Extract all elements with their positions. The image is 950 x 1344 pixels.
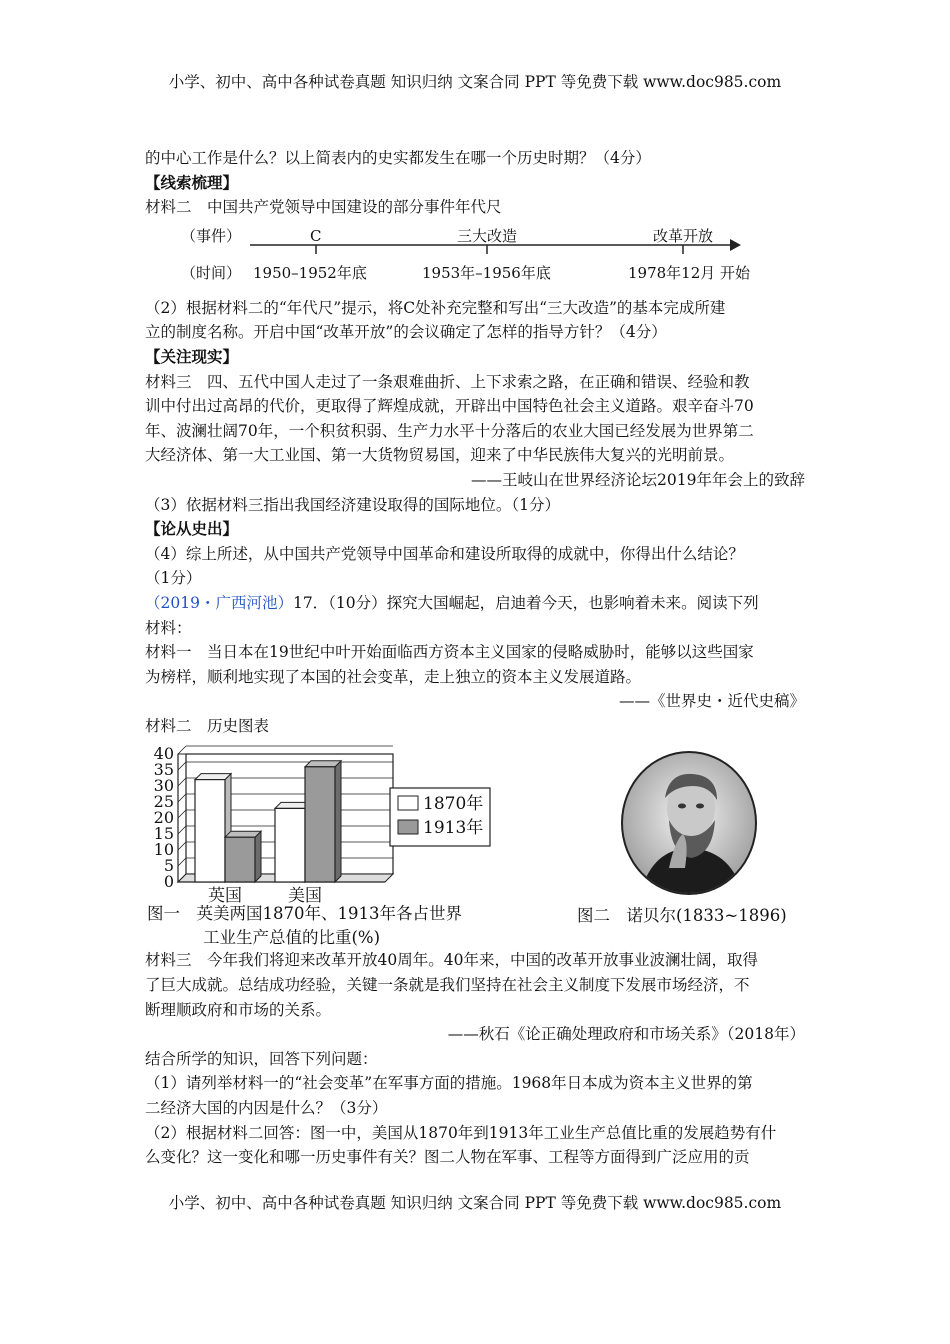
text-line: 结合所学的知识，回答下列问题：	[145, 1049, 378, 1068]
citation: ——王岐山在世界经济论坛2019年年会上的致辞	[471, 470, 805, 489]
citation: ——秋石《论正确处理政府和市场关系》（2018年）	[447, 1025, 805, 1044]
timeline-event-label: （事件）	[181, 226, 242, 245]
text-line: 材料三 今年我们将迎来改革开放40周年。40年来，中国的改革开放事业波澜壮阔，取得	[145, 951, 758, 970]
bar-top	[225, 832, 261, 838]
legend-label: 1870年	[423, 794, 484, 815]
text-line: 材料二 中国共产党领导中国建设的部分事件年代尺	[145, 198, 502, 217]
text-line: 大经济体、第一大工业国、第一大货物贸易国，迎来了中华民族伟大复兴的光明前景。	[145, 446, 735, 465]
chart-side-wall	[178, 754, 186, 882]
text-line: （4）综上所述，从中国共产党领导中国革命和建设所取得的成就中，你得出什么结论？	[145, 544, 744, 563]
bar	[305, 767, 335, 882]
figure-row	[145, 744, 805, 948]
section-heading: 【关注现实】	[145, 346, 239, 366]
y-tick-label: 40	[153, 744, 174, 764]
text-line: 材料二 历史图表	[145, 716, 270, 735]
y-tick-label: 20	[153, 808, 174, 828]
bar	[225, 838, 255, 883]
legend-swatch	[398, 796, 418, 810]
bar-side	[335, 761, 341, 882]
timeline-event: 三大改造	[457, 226, 518, 245]
timeline-event: 改革开放	[653, 226, 714, 245]
text-line: 断理顺政府和市场的关系。	[145, 1000, 332, 1019]
bar-top	[305, 761, 341, 767]
y-tick-label: 5	[163, 856, 174, 876]
text-line: （2）根据材料二的“年代尺”提示，将C处补充完整和写出“三大改造”的基本完成所建	[145, 298, 726, 317]
timeline-event: C	[310, 226, 322, 245]
bar-chart	[145, 744, 535, 904]
bar-side	[255, 832, 261, 883]
text-line: 材料：	[145, 618, 192, 637]
timeline-time: 1978年12月 开始	[628, 263, 751, 282]
section-heading: 【线索梳理】	[145, 172, 239, 192]
chart-title-line2: 工业生产总值的比重(%)	[203, 928, 381, 948]
text-line: 么变化？这一变化和哪一历史事件有关？图二人物在军事、工程等方面得到广泛应用的贡	[145, 1148, 750, 1167]
text-line: 二经济大国的内因是什么？（3分）	[145, 1099, 388, 1118]
x-tick-label: 英国	[208, 886, 242, 905]
bar-top	[195, 774, 231, 780]
text-line: 材料三 四、五代中国人走过了一条艰难曲折、上下求索之路，在正确和错误、经验和教	[145, 372, 750, 391]
question-source: （2019・广西河池）	[145, 593, 293, 612]
section-heading: 【论从史出】	[145, 519, 239, 539]
legend-swatch	[398, 820, 418, 834]
timeline-figure	[145, 224, 805, 290]
y-tick-label: 15	[153, 824, 174, 844]
chart-title: 图一 英美两国1870年、1913年各占世界	[147, 904, 462, 924]
question-17-line	[145, 591, 805, 616]
text-line: 了巨大成就。总结成功经验，关键一条就是我们坚持在社会主义制度下发展市场经济，不	[145, 976, 750, 995]
page-footer: 小学、初中、高中各种试卷真题 知识归纳 文案合同 PPT 等免费下载 www.doc985.com	[168, 1194, 782, 1212]
text-line: （2）根据材料二回答：图一中，美国从1870年到1913年工业生产总值比重的发展趋势有什	[145, 1123, 777, 1142]
gridline-diag	[178, 746, 186, 754]
page-header: 小学、初中、高中各种试卷真题 知识归纳 文案合同 PPT 等免费下载 www.doc985.com	[168, 73, 782, 91]
document-body	[145, 146, 805, 1170]
timeline-time: 1953年–1956年底	[422, 263, 551, 282]
y-tick-label: 25	[153, 792, 174, 812]
nobel-portrait-image	[619, 750, 759, 896]
citation: ——《世界史・近代史稿》	[618, 692, 805, 711]
y-tick-label: 0	[163, 872, 174, 892]
timeline-time: 1950–1952年底	[253, 263, 367, 282]
text-line: 训中付出过高昂的代价，更取得了辉煌成就，开辟出中国特色社会主义道路。艰辛奋斗70	[145, 397, 754, 416]
portrait-caption: 图二 诺贝尔(1833~1896)	[577, 906, 787, 926]
x-tick-label: 美国	[288, 886, 322, 905]
text-line: 材料一 当日本在19世纪中叶开始面临西方资本主义国家的侵略威胁时，能够以这些国家	[145, 643, 754, 662]
legend-label: 1913年	[423, 818, 484, 839]
bar	[275, 809, 305, 883]
bar	[195, 780, 225, 882]
timeline-time-label: （时间）	[181, 263, 242, 282]
text-line: （3）依据材料三指出我国经济建设取得的国际地位。（1分）	[145, 495, 560, 514]
question-text: 17．（10分）探究大国崛起，启迪着今天，也影响着未来。阅读下列	[292, 593, 759, 612]
y-tick-label: 10	[153, 840, 174, 860]
text-line: 年、波澜壮阔70年，一个积贫积弱、生产力水平十分落后的农业大国已经发展为世界第二	[145, 421, 754, 440]
text-line: 立的制度名称。开启中国“改革开放”的会议确定了怎样的指导方针？（4分）	[145, 323, 667, 342]
text-line: （1分）	[145, 569, 202, 588]
text-line: （1）请列举材料一的“社会变革”在军事方面的措施。1968年日本成为资本主义世界的第	[145, 1074, 753, 1093]
y-tick-label: 35	[153, 760, 174, 780]
text-line: 为榜样，顺利地实现了本国的社会变革，走上独立的资本主义发展道路。	[145, 667, 642, 686]
y-tick-label: 30	[153, 776, 174, 796]
text-line: 的中心工作是什么？以上简表内的史实都发生在哪一个历史时期？（4分）	[145, 149, 651, 167]
